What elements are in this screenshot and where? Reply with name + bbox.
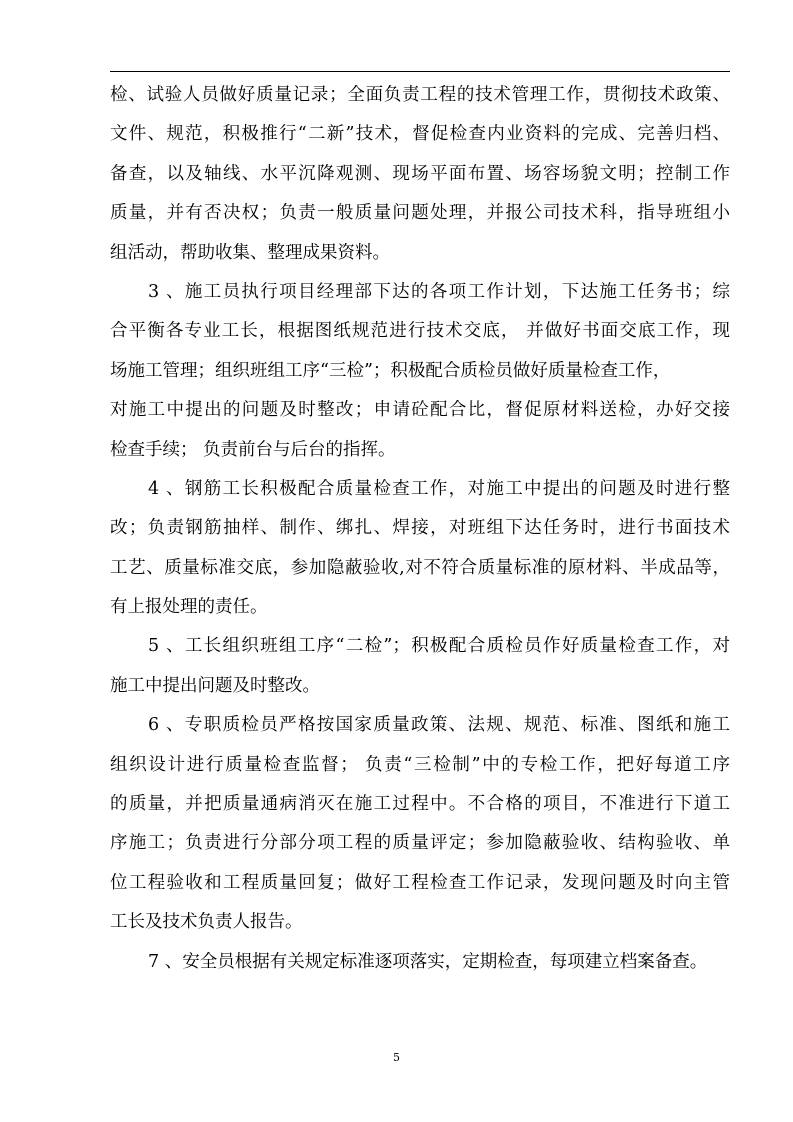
paragraph-6-start: 6 、专职质检员严格按国家质量政策、法规、规范、标准、图纸和施工 [148,715,730,736]
paragraph-5-start: 5 、工长组织班组工序“二检”；积极配合质检员作好质量检查工作，对 [148,636,730,657]
text-line: 有上报处理的责任。 [110,597,268,618]
text-line: 场施工管理；组织班组工序“三检”；积极配合质检员做好质量检查工作， [110,360,671,381]
text-line: 合平衡各专业工长，根据图纸规范进行技术交底， 并做好书面交底工作，现 [110,321,730,342]
text-line: 组织设计进行质量检查监督； 负责“三检制”中的专检工作，把好每道工序 [110,754,730,775]
text-line: 的质量，并把质量通病消灭在施工过程中。不合格的项目，不准进行下道工 [110,794,730,815]
text-line: 序施工；负责进行分部分项工程的质量评定；参加隐蔽验收、结构验收、单 [110,833,730,854]
text-line: 工艺、质量标准交底，参加隐蔽验收,对不符合质量标准的原材料、半成品等， [110,557,730,578]
text-line: 质量，并有否决权；负责一般质量问题处理，并报公司技术科，指导班组小 [110,203,730,224]
text-line: 工长及技术负责人报告。 [110,912,303,933]
text-line: 备查，以及轴线、水平沉降观测、现场平面布置、场容场貌文明；控制工作 [110,163,730,184]
header-rule [110,71,730,72]
text-line: 检查手续； 负责前台与后台的指挥。 [110,439,396,460]
text-line: 改；负责钢筋抽样、制作、绑扎、焊接，对班组下达任务时，进行书面技术 [110,518,730,539]
paragraph-4-start: 4 、钢筋工长积极配合质量检查工作，对施工中提出的问题及时进行整 [148,478,730,499]
paragraph-3-start: 3 、施工员执行项目经理部下达的各项工作计划，下达施工任务书；综 [148,281,730,302]
document-body [110,76,730,982]
paragraph-7-start: 7 、安全员根据有关规定标准逐项落实，定期检查，每项建立档案备查。 [148,951,708,972]
text-line: 施工中提出问题及时整改。 [110,675,320,696]
text-line: 文件、规范，积极推行“二新”技术，督促检查内业资料的完成、完善归档、 [110,124,730,145]
text-line: 检、试验人员做好质量记录；全面负责工程的技术管理工作，贯彻技术政策、 [110,85,730,105]
text-line: 对施工中提出的问题及时整改；申请砼配合比，督促原材料送检，办好交接 [110,400,730,421]
page-number: 5 [393,1051,400,1064]
text-line: 位工程验收和工程质量回复；做好工程检查工作记录，发现问题及时向主管 [110,872,730,893]
text-line: 组活动，帮助收集、整理成果资料。 [110,242,390,263]
